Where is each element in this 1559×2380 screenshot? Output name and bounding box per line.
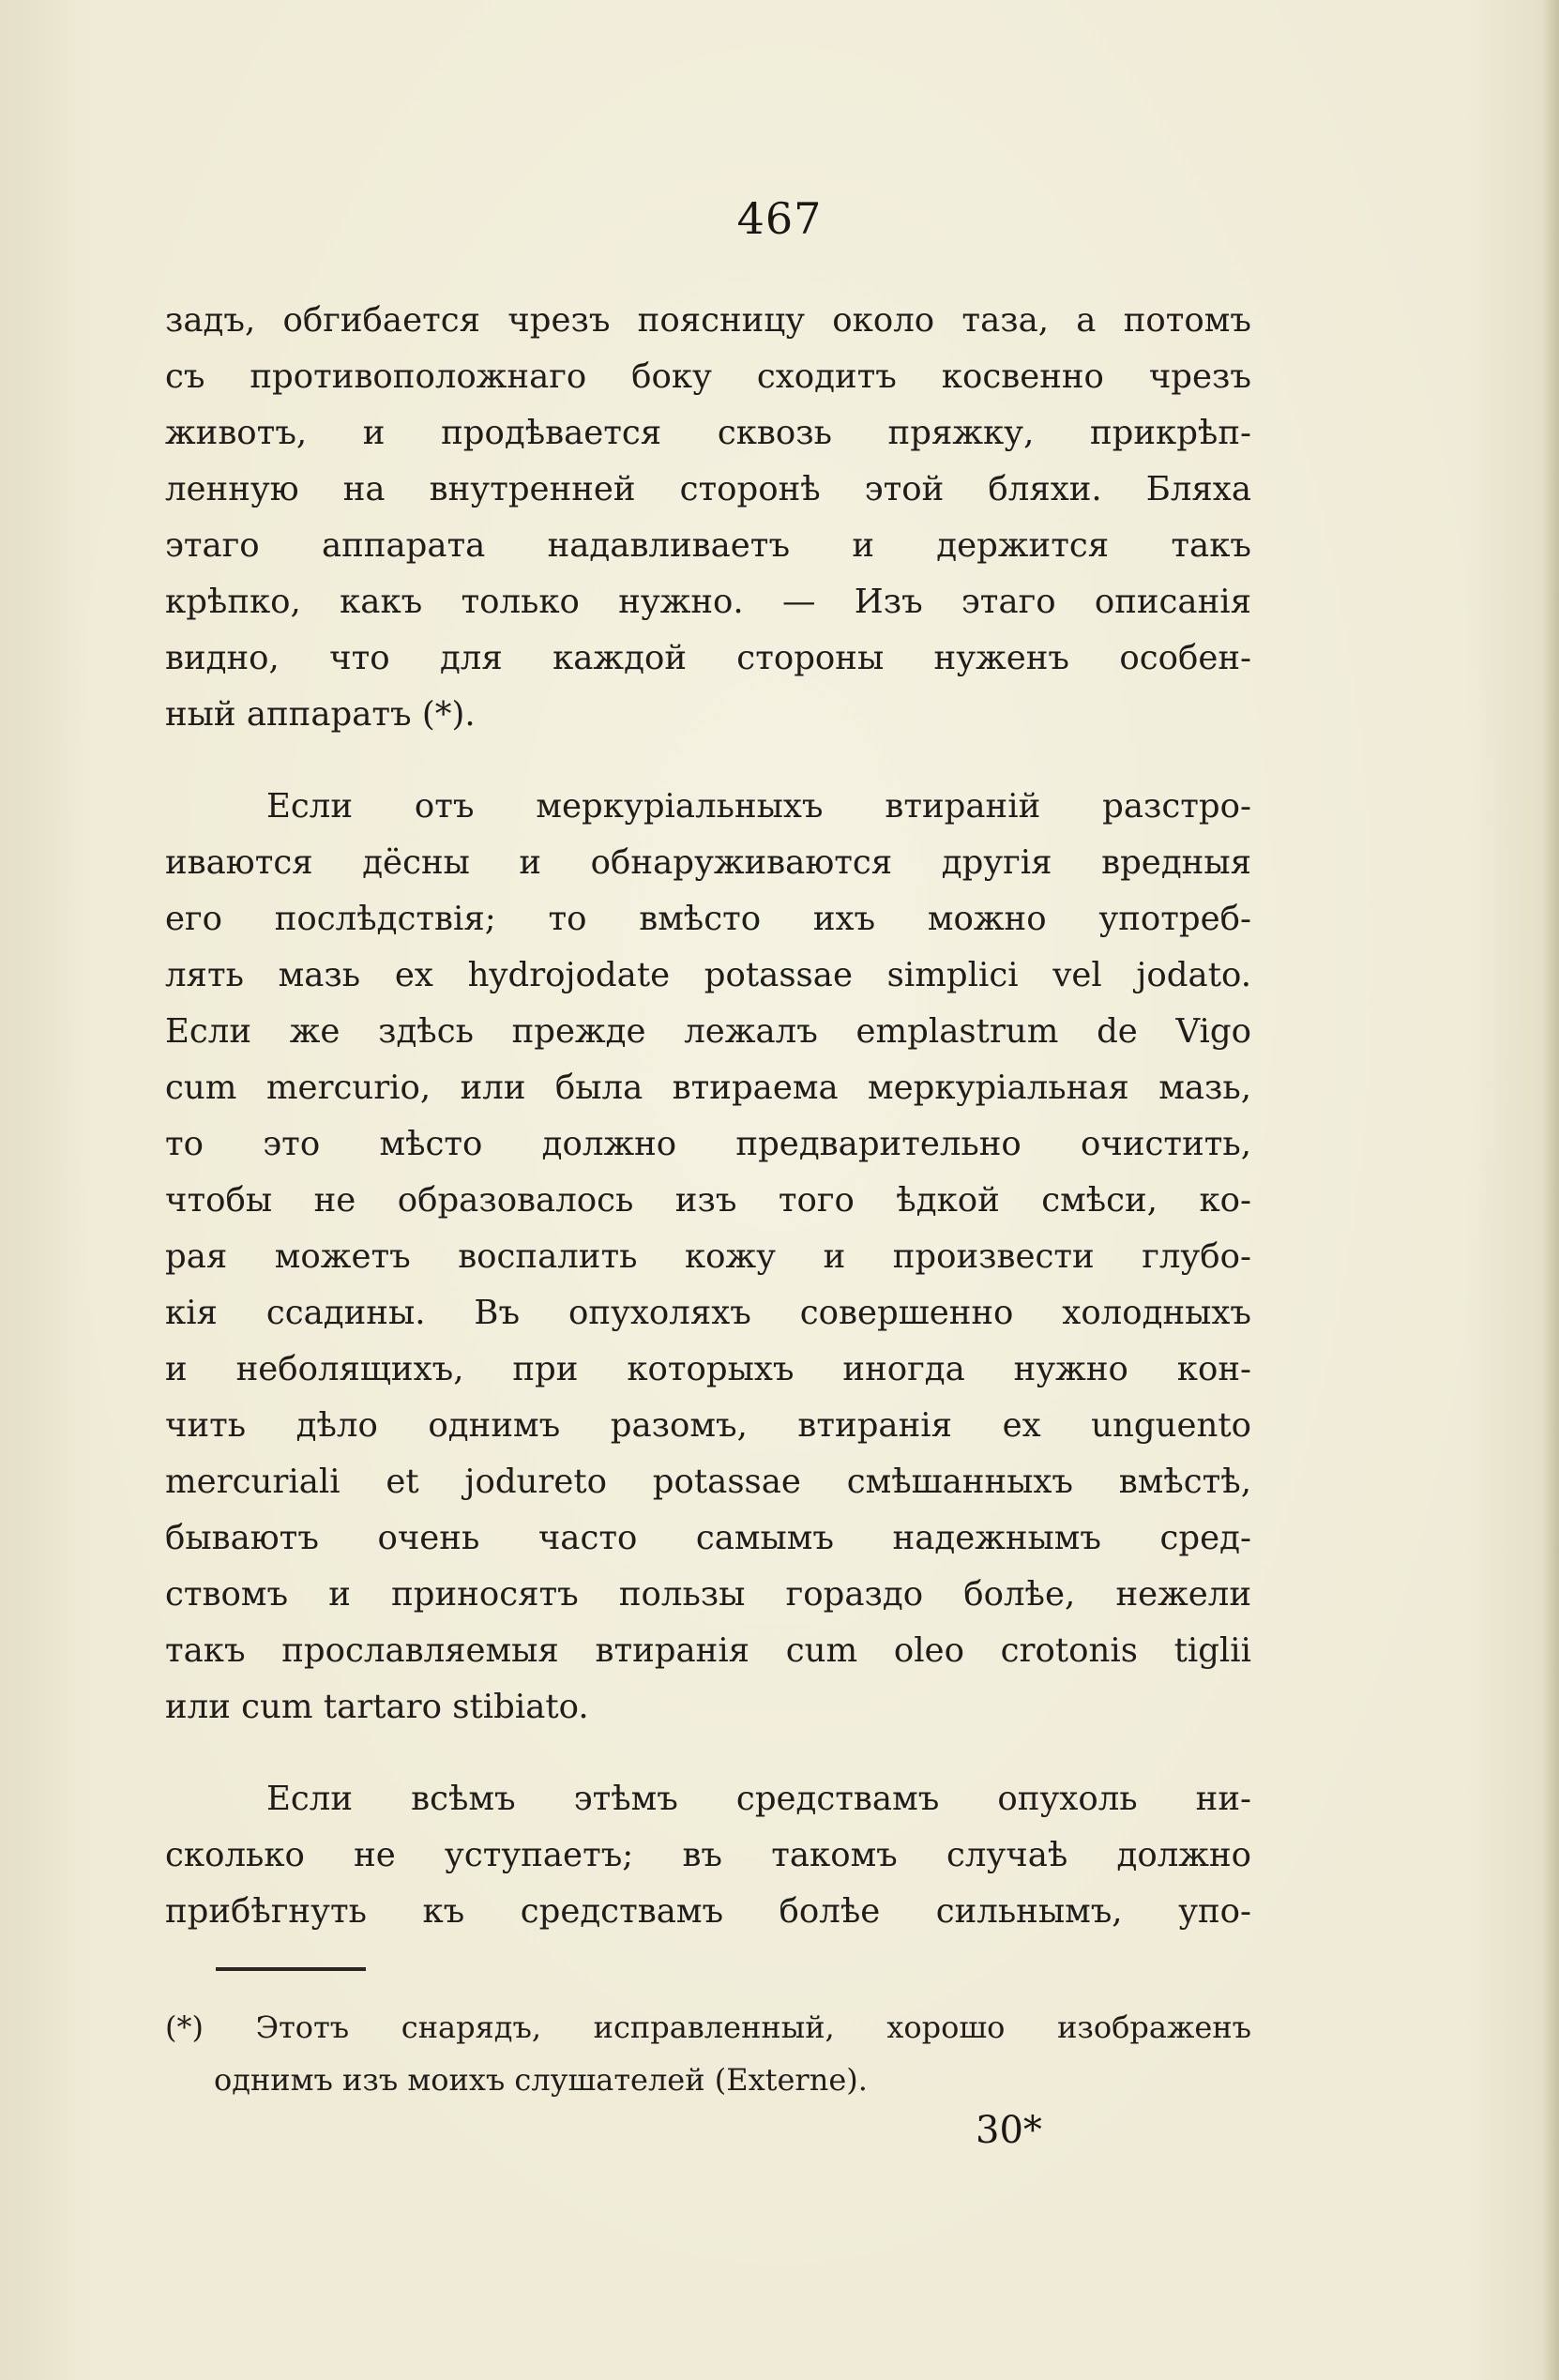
text-line: этаго аппарата надавливаетъ и держится такъ bbox=[165, 526, 1251, 565]
footnote-line: однимъ изъ моихъ слушателей (Externe). bbox=[214, 2062, 868, 2098]
paragraph bbox=[165, 293, 1251, 743]
text-line: прибѣгнуть къ средствамъ болѣе сильнымъ, упо- bbox=[165, 1892, 1251, 1931]
text-line: или cum tartaro stibiato. bbox=[165, 1688, 589, 1726]
text-line: лять мазь ex hydrojodate potassae simplici vel jodato. bbox=[165, 956, 1251, 994]
text-line: сколько не уступаетъ; въ такомъ случаѣ должно bbox=[165, 1836, 1251, 1874]
paragraph bbox=[165, 1771, 1251, 1940]
text-line: cum mercurio, или была втираема меркуріальная мазь, bbox=[165, 1069, 1251, 1107]
body-text bbox=[165, 293, 1251, 1940]
text-line: mercuriali et jodureto potassae смѣшанныхъ вмѣстѣ, bbox=[165, 1463, 1251, 1501]
text-line: ствомъ и приносятъ пользы гораздо болѣе, нежели bbox=[165, 1575, 1251, 1614]
text-line: видно, что для каждой стороны нуженъ особен- bbox=[165, 639, 1251, 677]
text-line: животъ, и продѣвается сквозь пряжку, прикрѣп- bbox=[165, 414, 1251, 452]
text-line: и неболящихъ, при которыхъ иногда нужно кон- bbox=[165, 1350, 1251, 1388]
footnote-divider bbox=[216, 1967, 366, 1971]
text-line: Если же здѣсь прежде лежалъ emplastrum de Vigo bbox=[165, 1012, 1251, 1051]
text-line: съ противоположнаго боку сходитъ косвенно чрезъ bbox=[165, 357, 1251, 396]
text-line: ленную на внутренней сторонѣ этой бляхи. Бляха bbox=[165, 470, 1251, 508]
text-line: бываютъ очень часто самымъ надежнымъ сред- bbox=[165, 1519, 1251, 1557]
text-line: чить дѣло однимъ разомъ, втиранія ex unguento bbox=[165, 1406, 1251, 1445]
signature-mark: 30* bbox=[976, 2109, 1042, 2152]
text-line: такъ прославляемыя втиранія cum oleo crotonis tiglii bbox=[165, 1631, 1251, 1670]
footnote-line: (*) Этотъ снарядъ, исправленный, хорошо изображенъ bbox=[165, 2009, 1251, 2045]
text-line: чтобы не образовалось изъ того ѣдкой смѣси, ко- bbox=[165, 1181, 1251, 1220]
text-line: Если отъ меркуріальныхъ втираній разстро- bbox=[266, 787, 1251, 826]
paragraph bbox=[165, 779, 1251, 1736]
footnote bbox=[165, 2001, 1251, 2106]
text-line: его послѣдствія; то вмѣсто ихъ можно употреб- bbox=[165, 900, 1251, 938]
page-edge-shadow bbox=[1542, 0, 1559, 2380]
text-line: то это мѣсто должно предварительно очистить, bbox=[165, 1125, 1251, 1163]
text-line: ный аппаратъ (*). bbox=[165, 695, 476, 734]
text-line: задъ, обгибается чрезъ поясницу около таза, а потомъ bbox=[165, 301, 1251, 340]
text-line: рая можетъ воспалить кожу и произвести глубо- bbox=[165, 1237, 1251, 1276]
text-line: крѣпко, какъ только нужно. — Изъ этаго описанія bbox=[165, 583, 1251, 621]
text-line: Если всѣмъ этѣмъ средствамъ опухоль ни- bbox=[266, 1780, 1251, 1818]
text-line: иваются дёсны и обнаруживаются другія вредныя bbox=[165, 843, 1251, 882]
text-line: кія ссадины. Въ опухоляхъ совершенно холодныхъ bbox=[165, 1294, 1251, 1332]
page-number: 467 bbox=[736, 193, 823, 244]
